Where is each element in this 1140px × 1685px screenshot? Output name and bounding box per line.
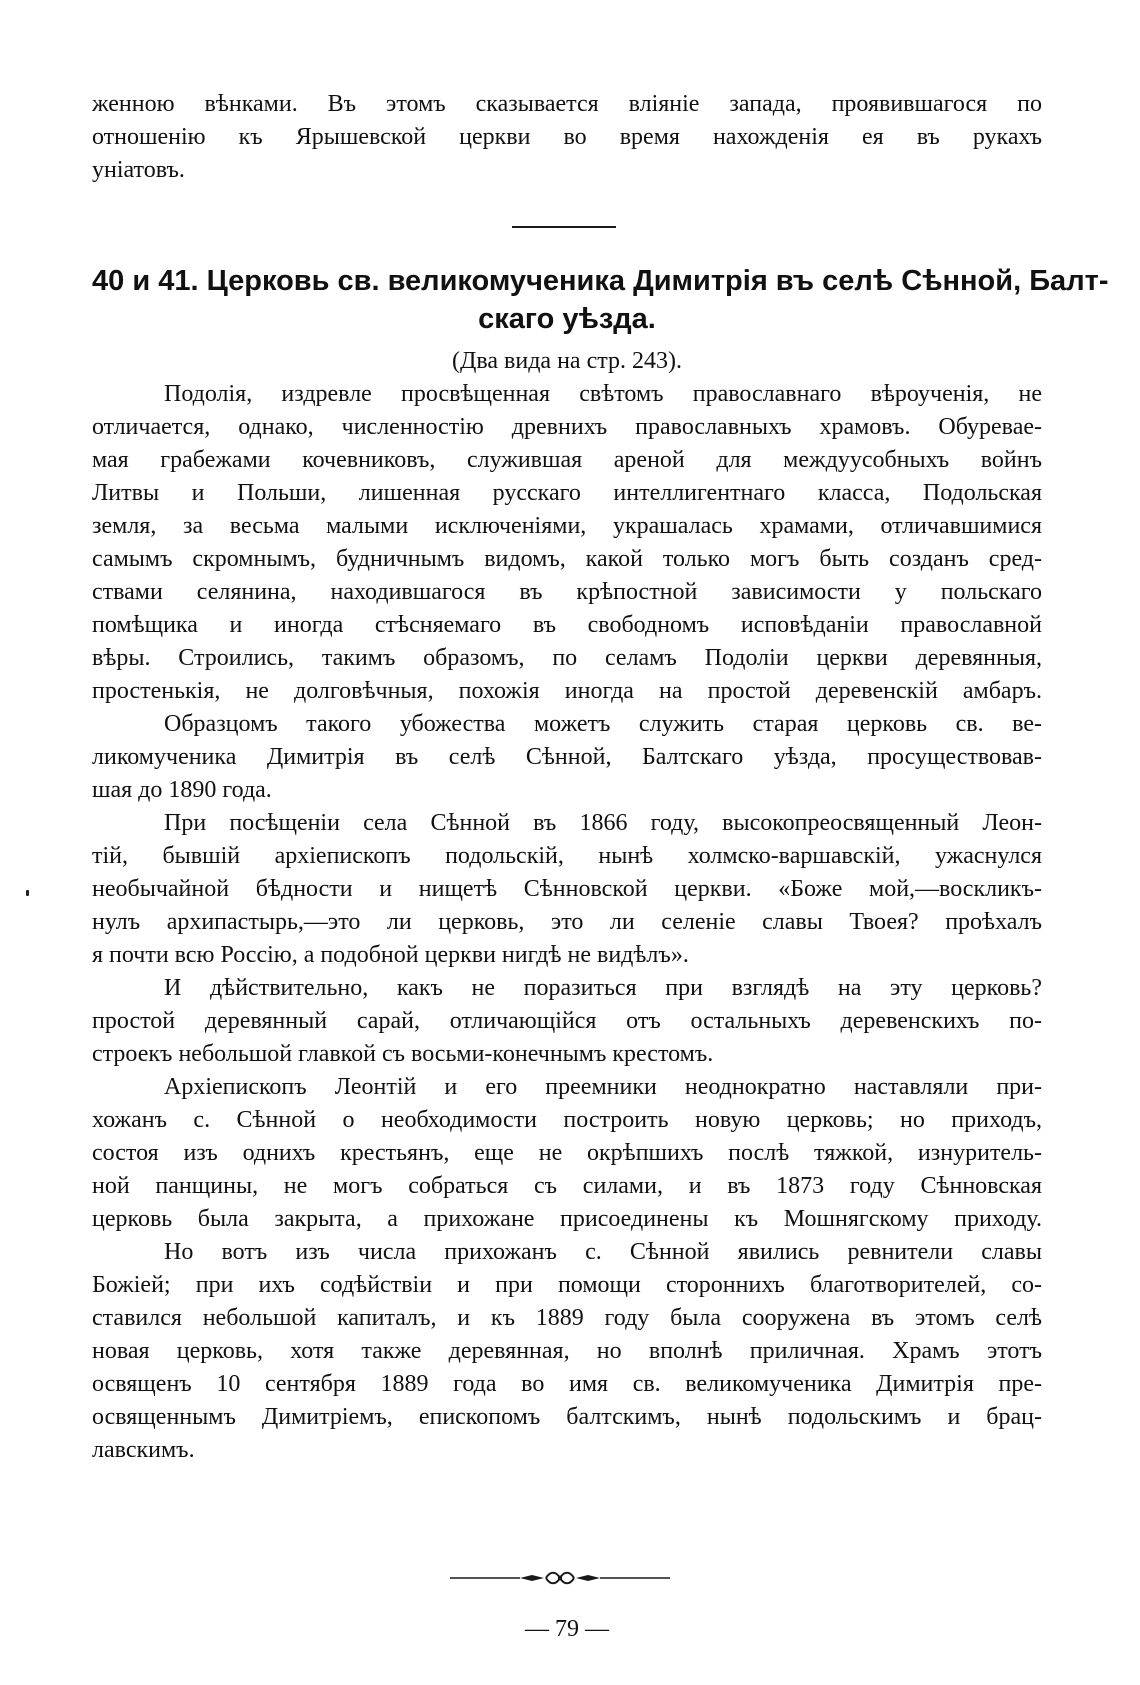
text-line: Архіепископъ Леонтій и его преемники неоднократно наставляли при- xyxy=(164,1074,1042,1100)
text-line: уніатовъ. xyxy=(92,157,185,183)
text-line: простой деревянный сарай, отличающійся отъ остальныхъ деревенскихъ по- xyxy=(92,1008,1042,1034)
text-line: Подолія, издревле просвѣщенная свѣтомъ православнаго вѣроученія, не xyxy=(164,381,1042,407)
text-line: ликомученика Димитрія въ селѣ Сѣнной, Балтскаго уѣзда, просуществовав- xyxy=(92,744,1042,770)
text-line: И дѣйствительно, какъ не поразиться при взглядѣ на эту церковь? xyxy=(164,975,1042,1001)
text-line: вѣры. Строились, такимъ образомъ, по селамъ Подоліи церкви деревянныя, xyxy=(92,645,1042,671)
text-line: ной панщины, не могъ собраться съ силами, и въ 1873 году Сѣнновская xyxy=(92,1173,1042,1199)
section-divider xyxy=(512,226,616,228)
continued-paragraph xyxy=(92,88,1042,187)
paragraph-3 xyxy=(92,807,1042,972)
paragraph-6 xyxy=(92,1236,1042,1467)
text-line: необычайной бѣдности и нищетѣ Сѣнновской церкви. «Боже мой,—воскликъ- xyxy=(92,876,1042,902)
text-line: Образцомъ такого убожества можетъ служить старая церковь св. ве- xyxy=(164,711,1042,737)
paragraph-2 xyxy=(92,708,1042,807)
page-number: — 79 — xyxy=(525,1616,609,1642)
text-line: строекъ небольшой главкой съ восьми-конечнымъ крестомъ. xyxy=(92,1041,714,1067)
text-line: освященъ 10 сентября 1889 года во имя св. великомученика Димитрія пре- xyxy=(92,1371,1042,1397)
text-line: ставился небольшой капиталъ, и къ 1889 году была сооружена въ этомъ селѣ xyxy=(92,1305,1042,1331)
text-line: земля, за весьма малыми исключеніями, украшалась храмами, отличавшимися xyxy=(92,513,1042,539)
text-line: помѣщика и иногда стѣсняемаго въ свободномъ исповѣданіи православной xyxy=(92,612,1042,638)
text-line: новая церковь, хотя также деревянная, но вполнѣ приличная. Храмъ этотъ xyxy=(92,1338,1042,1364)
section-subtitle: (Два вида на стр. 243). xyxy=(452,348,682,374)
text-line: нулъ архипастырь,—это ли церковь, это ли селеніе славы Твоея? проѣхалъ xyxy=(92,909,1042,935)
paragraph-1 xyxy=(92,378,1042,708)
text-line: женною вѣнками. Въ этомъ сказывается вліяніе запада, проявившагося по xyxy=(92,91,1042,117)
heading-line-2: скаго уѣзда. xyxy=(478,303,656,335)
section-body xyxy=(92,378,1042,1467)
text-line: я почти всю Россію, а подобной церкви нигдѣ не видѣлъ». xyxy=(92,942,689,968)
text-line: лавскимъ. xyxy=(92,1437,195,1463)
end-ornament-icon xyxy=(450,1566,670,1590)
text-line: хожанъ с. Сѣнной о необходимости построить новую церковь; но приходъ, xyxy=(92,1107,1042,1133)
text-line: тій, бывшій архіепископъ подольскій, нынѣ холмско-варшавскій, ужаснулся xyxy=(92,843,1042,869)
text-line: отличается, однако, численностію древнихъ православныхъ храмовъ. Обуревае- xyxy=(92,414,1042,440)
scan-speck xyxy=(26,890,29,896)
text-line: Литвы и Польши, лишенная русскаго интеллигентнаго класса, Подольская xyxy=(92,480,1042,506)
text-line: Но вотъ изъ числа прихожанъ с. Сѣнной явились ревнители славы xyxy=(164,1239,1042,1265)
text-line: состоя изъ однихъ крестьянъ, еще не окрѣпшихъ послѣ тяжкой, изнуритель- xyxy=(92,1140,1042,1166)
text-line: церковь была закрыта, а прихожане присоединены къ Мошнягскому приходу. xyxy=(92,1206,1042,1232)
text-line: самымъ скромнымъ, будничнымъ видомъ, какой только могъ быть созданъ сред- xyxy=(92,546,1042,572)
text-line: отношенію къ Ярышевской церкви во время нахожденія ея въ рукахъ xyxy=(92,124,1042,150)
section-heading xyxy=(92,262,1109,338)
paragraph-5 xyxy=(92,1071,1042,1236)
text-line: простенькія, не долговѣчныя, похожія иногда на простой деревенскій амбаръ. xyxy=(92,678,1042,704)
text-line: Божіей; при ихъ содѣйствіи и при помощи стороннихъ благотворителей, со- xyxy=(92,1272,1042,1298)
text-line: мая грабежами кочевниковъ, служившая ареной для междуусобныхъ войнъ xyxy=(92,447,1042,473)
text-line: ствами селянина, находившагося въ крѣпостной зависимости у польскаго xyxy=(92,579,1042,605)
heading-line-1: 40 и 41. Церковь св. великомученика Димитрія въ селѣ Сѣнной, Балт- xyxy=(92,265,1109,297)
text-line: шая до 1890 года. xyxy=(92,777,272,803)
text-line: освященнымъ Димитріемъ, епископомъ балтскимъ, нынѣ подольскимъ и брац- xyxy=(92,1404,1042,1430)
paragraph-4 xyxy=(92,972,1042,1071)
text-line: При посѣщеніи села Сѣнной въ 1866 году, высокопреосвященный Леон- xyxy=(164,810,1042,836)
